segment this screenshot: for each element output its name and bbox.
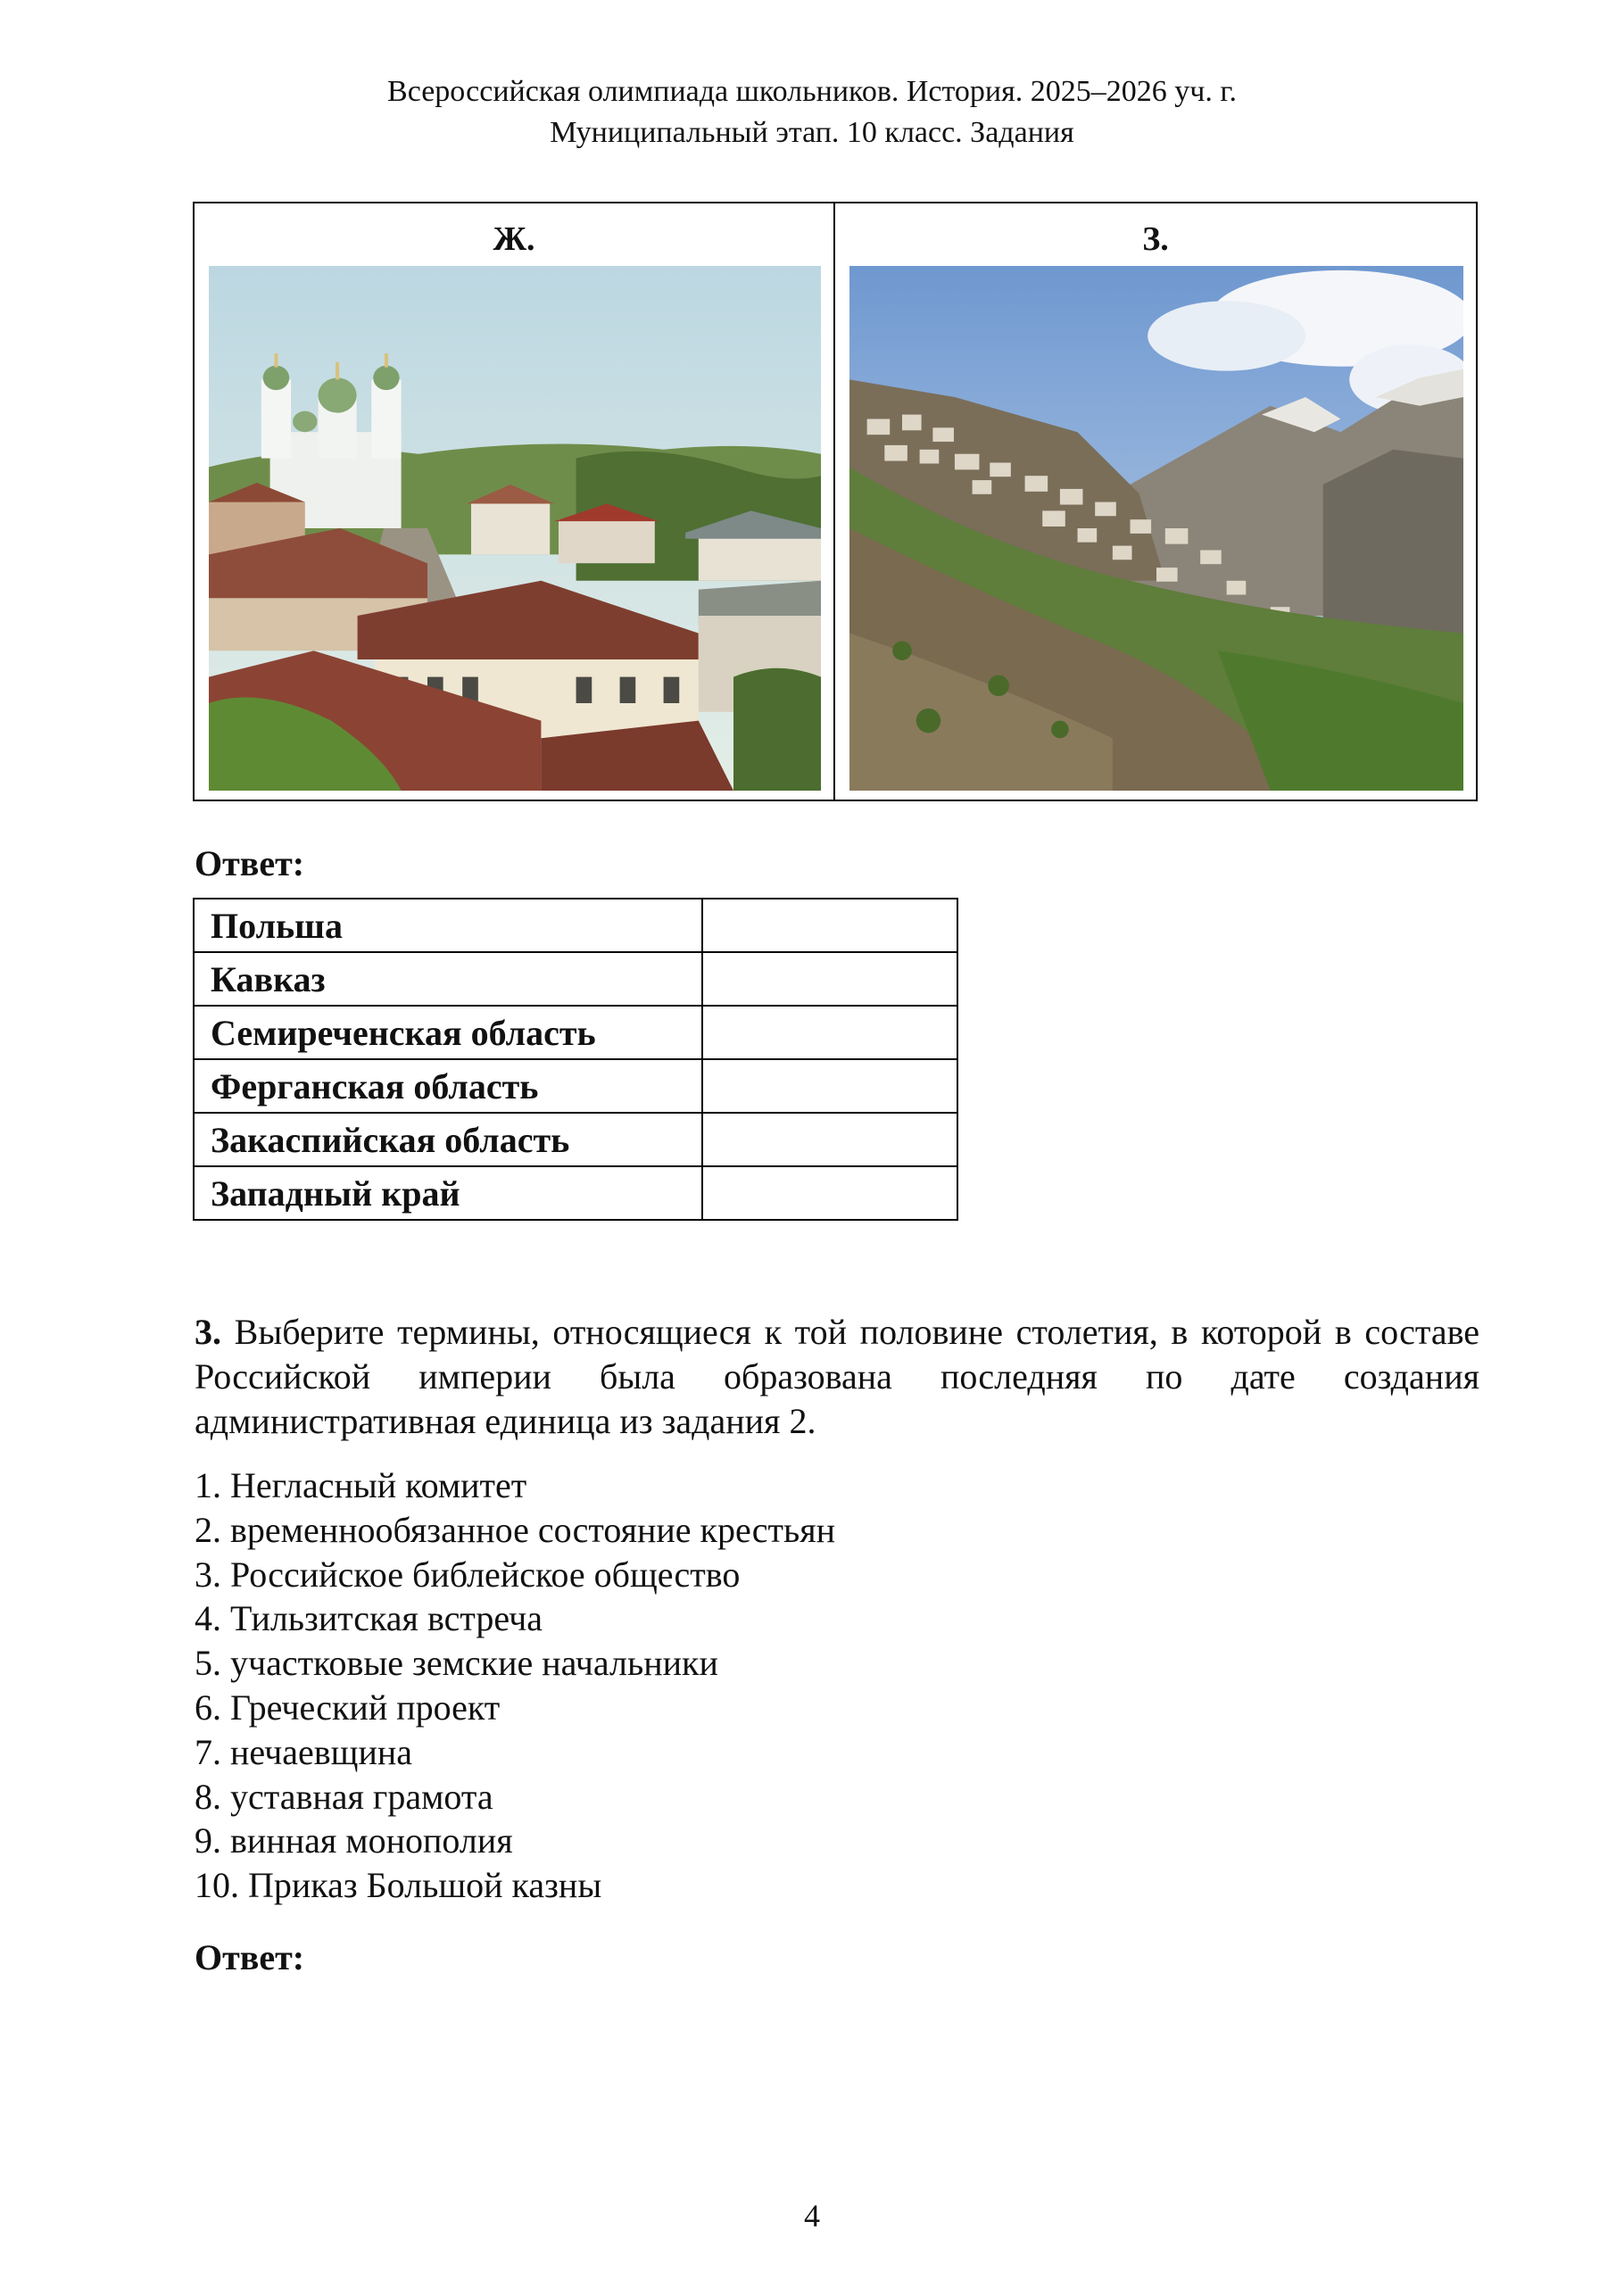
table-row (194, 952, 957, 1006)
answer-cell[interactable] (702, 1006, 957, 1059)
list-item: 10. Приказ Большой казны (195, 1865, 602, 1906)
options-list (195, 1463, 835, 1908)
table-row (194, 1059, 957, 1113)
header-line-1: Всероссийская олимпиада школьников. История. 2025–2026 уч. г. (387, 75, 1237, 108)
list-item: 8. уставная грамота (195, 1776, 493, 1817)
list-item: 9. винная монополия (195, 1820, 513, 1861)
page-header (0, 71, 1624, 153)
region-name: Ферганская область (194, 1059, 702, 1113)
photo-town-cathedral (209, 266, 821, 791)
table-row (194, 1113, 957, 1166)
list-item: 3. Российское библейское общество (195, 1554, 741, 1595)
photo-cell-z (835, 203, 1476, 800)
region-name: Кавказ (194, 952, 702, 1006)
page-number: 4 (804, 2198, 820, 2234)
header-line-2: Муниципальный этап. 10 класс. Задания (550, 116, 1074, 149)
region-name: Польша (194, 899, 702, 952)
answer-cell[interactable] (702, 1113, 957, 1166)
region-name: Семиреченская область (194, 1006, 702, 1059)
task-text: Выберите термины, относящиеся к той половине столетия, в которой в составе Российской империи была образована последняя по дате создания административная единица из задания 2. (195, 1312, 1480, 1441)
photo-mountain-village (849, 266, 1463, 791)
answer-cell[interactable] (702, 899, 957, 952)
answer-cell[interactable] (702, 1059, 957, 1113)
list-item: 4. Тильзитская встреча (195, 1598, 543, 1639)
region-answer-table (193, 898, 958, 1221)
answer-cell[interactable] (702, 1166, 957, 1220)
photo-table (193, 202, 1478, 801)
region-name: Закаспийская область (194, 1113, 702, 1166)
list-item: 6. Греческий проект (195, 1687, 501, 1728)
table-row (194, 1006, 957, 1059)
list-item: 2. временнообязанное состояние крестьян (195, 1509, 836, 1550)
photo-label-z: З. (1142, 220, 1169, 258)
photo-label-zh: Ж. (493, 220, 535, 258)
list-item: 5. участковые земские начальники (195, 1643, 718, 1684)
answer-cell[interactable] (702, 952, 957, 1006)
photo-cell-zh (195, 203, 835, 800)
table-row (194, 1166, 957, 1220)
task-number: 3. (195, 1312, 221, 1352)
table-row (194, 899, 957, 952)
answer-label-1: Ответ: (195, 843, 305, 883)
task-3 (195, 1310, 1479, 1444)
list-item: 7. нечаевщина (195, 1731, 413, 1772)
region-name: Западный край (194, 1166, 702, 1220)
answer-label-2: Ответ: (195, 1937, 305, 1977)
list-item: 1. Негласный комитет (195, 1465, 527, 1505)
